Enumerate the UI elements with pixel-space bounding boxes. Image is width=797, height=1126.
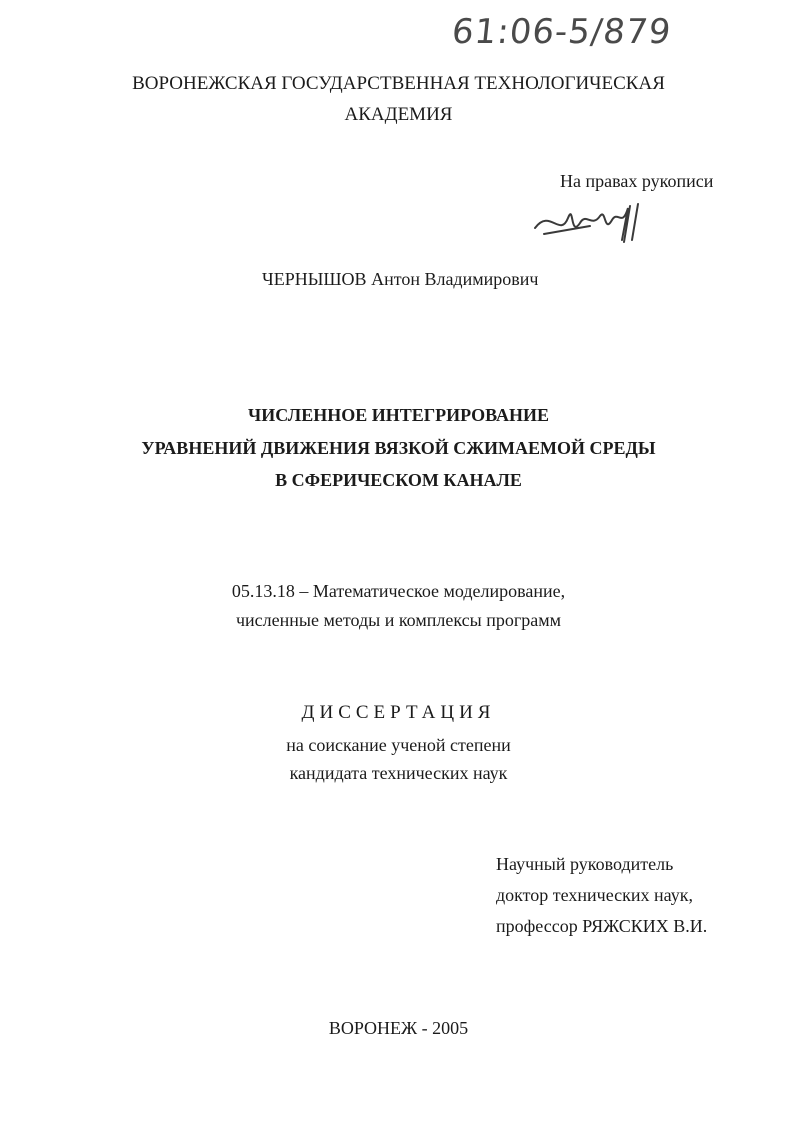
supervisor-line-1: Научный руководитель	[496, 854, 674, 874]
institution-line-2: АКАДЕМИЯ	[344, 104, 453, 125]
specialty-line-1: 05.13.18 – Математическое моделирование,	[231, 581, 566, 601]
author-name: ЧЕРНЫШОВ Антон Владимирович	[262, 269, 539, 289]
signature	[530, 198, 670, 248]
specialty-line-2: численные методы и комплексы программ	[235, 610, 562, 630]
supervisor-line-2: доктор технических наук,	[496, 885, 693, 905]
title-line-1: ЧИСЛЕННОЕ ИНТЕГРИРОВАНИЕ	[248, 405, 549, 425]
work-type-label: ДИССЕРТАЦИЯ	[301, 702, 496, 723]
title-line-2: УРАВНЕНИЙ ДВИЖЕНИЯ ВЯЗКОЙ СЖИМАЕМОЙ СРЕДЫ	[141, 438, 656, 458]
institution-line-1: ВОРОНЕЖСКАЯ ГОСУДАРСТВЕННАЯ ТЕХНОЛОГИЧЕСКАЯ	[132, 73, 665, 94]
archive-code: 61:06-5/879	[449, 12, 674, 52]
supervisor-line-3: профессор РЯЖСКИХ В.И.	[496, 916, 708, 936]
work-type-line-2: кандидата технических наук	[289, 763, 508, 783]
rights-note: На правах рукописи	[560, 171, 714, 191]
work-type-line-1: на соискание ученой степени	[286, 735, 511, 755]
city-year: ВОРОНЕЖ - 2005	[328, 1018, 469, 1038]
title-line-3: В СФЕРИЧЕСКОМ КАНАЛЕ	[275, 470, 522, 490]
